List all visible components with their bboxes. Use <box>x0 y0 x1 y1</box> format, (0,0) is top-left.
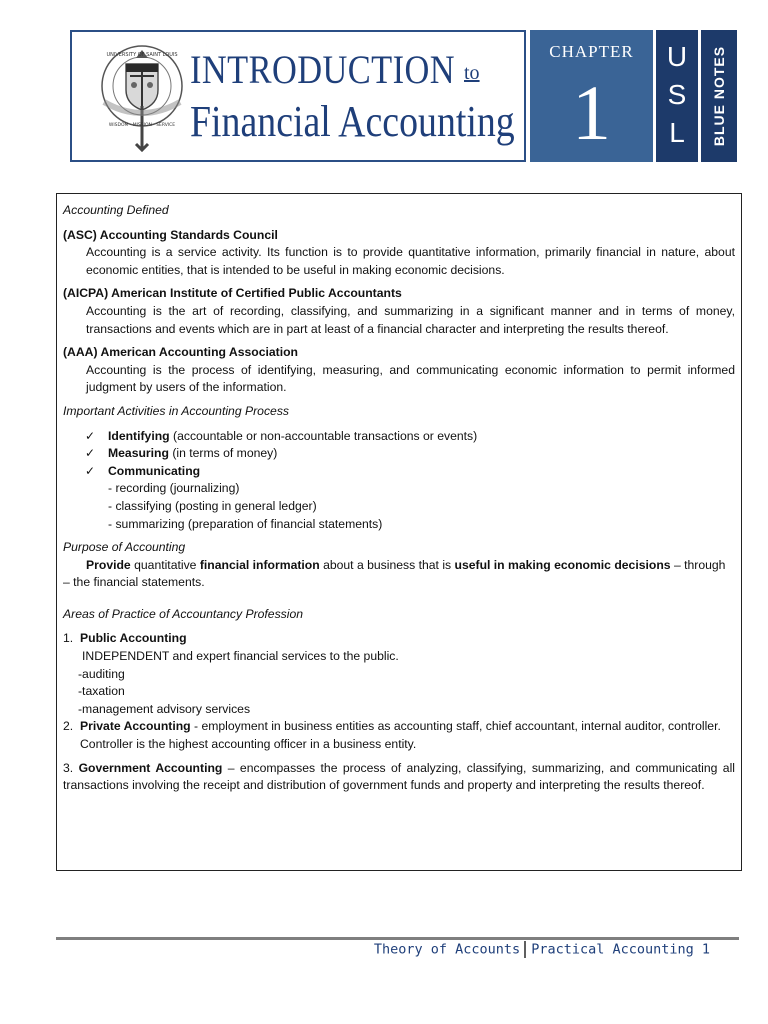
definition-text-asc: Accounting is a service activity. Its function is to provide quantitative information, primarily financial in nature, about economic entities, that is intended to be useful in making economic decisions. <box>86 245 735 277</box>
area-sub-management-advisory: -management advisory services <box>78 701 251 716</box>
purpose-bold-useful: useful in making economic decisions <box>454 557 671 572</box>
footer-theory-of-accounts: Theory of Accounts <box>373 941 521 958</box>
activities-list <box>63 428 735 481</box>
area-sub-auditing: -auditing <box>78 666 125 681</box>
svg-text:WISDOM · MISSION · SERVICE: WISDOM · MISSION · SERVICE <box>108 123 176 128</box>
blue-notes-label: BLUE NOTES <box>711 45 727 147</box>
footer-separator <box>524 941 526 958</box>
activity-communicating <box>85 463 735 481</box>
activity-name: Communicating <box>108 463 201 478</box>
university-seal-logo <box>96 40 188 152</box>
communicating-sub-list <box>63 480 735 533</box>
area-public-accounting <box>63 630 735 718</box>
activity-identifying <box>85 428 735 446</box>
activity-name: Measuring <box>108 446 169 461</box>
activity-measuring <box>85 445 735 463</box>
list-number: 3. <box>63 760 74 775</box>
purpose-text-line2: – the financial statements. <box>63 575 205 590</box>
sub-item-summarizing: - summarizing (preparation of financial statements) <box>108 516 383 531</box>
usl-letter-l: L <box>669 117 685 148</box>
activity-name: Identifying <box>108 428 170 443</box>
section-heading-areas: Areas of Practice of Accountancy Profession <box>63 606 304 621</box>
checkmark-icon: ✓ <box>85 446 96 461</box>
area-private-line <box>80 718 735 736</box>
purpose-text <box>63 557 735 592</box>
checkmark-icon: ✓ <box>85 463 96 478</box>
definition-text-aicpa: Accounting is the art of recording, classifying, and summarizing in a significant manner and in terms of money, transactions and events which are in part at least of a financial character and interpreting the results thereof. <box>86 303 735 336</box>
footer-practical-accounting: Practical Accounting 1 <box>531 941 710 958</box>
purpose-bold-provide: Provide <box>86 557 131 572</box>
activity-detail: (accountable or non-accountable transactions or events) <box>169 428 478 443</box>
definition-text-aaa: Accounting is the process of identifying, measuring, and communicating economic information to permit informed judgment by users of the information. <box>86 362 735 395</box>
title-to: to <box>464 62 480 84</box>
chapter-badge <box>530 30 653 162</box>
definition-title-aaa: (AAA) American Accounting Association <box>63 345 298 360</box>
title-banner <box>70 30 526 162</box>
areas-list <box>63 630 735 753</box>
purpose-text-part: – through <box>670 557 726 572</box>
chapter-number: 1 <box>572 69 611 156</box>
area-note: Controller is the highest accounting officer in a business entity. <box>80 737 417 752</box>
purpose-bold-financial-information: financial information <box>199 557 320 572</box>
purpose-text-part: about a business that is <box>319 557 455 572</box>
area-government-accounting <box>63 760 735 795</box>
section-heading-purpose: Purpose of Accounting <box>63 540 186 555</box>
area-description: – encompasses the process of analyzing, classifying, summarizing, and communicating all transactions involving the receipt and distribution of government funds and property and interpreting the results thereof. <box>63 760 735 793</box>
area-title: Public Accounting <box>80 631 187 646</box>
definition-title-aicpa: (AICPA) American Institute of Certified Public Accountants <box>63 286 402 301</box>
footer-rule <box>56 937 739 940</box>
purpose-text-part: quantitative <box>130 557 200 572</box>
title-introduction: INTRODUCTION <box>190 47 456 92</box>
area-private-accounting <box>63 718 735 753</box>
area-title: Private Accounting <box>80 719 191 734</box>
usl-badge <box>656 30 698 162</box>
section-heading-activities: Important Activities in Accounting Process <box>63 403 290 418</box>
usl-letter-s: S <box>667 79 687 110</box>
list-number: 2. <box>63 719 74 734</box>
definition-title-asc: (ASC) Accounting Standards Council <box>63 227 278 242</box>
area-title: Government Accounting <box>78 760 223 775</box>
footer <box>374 941 710 958</box>
svg-text:UNIVERSITY OF SAINT LOUIS: UNIVERSITY OF SAINT LOUIS <box>106 52 178 58</box>
list-number: 1. <box>63 631 74 646</box>
chapter-label: CHAPTER <box>549 42 634 61</box>
section-heading-accounting-defined: Accounting Defined <box>63 203 169 217</box>
sub-item-recording: - recording (journalizing) <box>108 481 240 496</box>
sub-item-classifying: - classifying (posting in general ledger) <box>108 498 317 513</box>
area-description: - employment in business entities as accounting staff, chief accountant, internal auditor, controller. <box>190 719 721 734</box>
usl-letter-u: U <box>666 41 688 72</box>
area-sub-taxation: -taxation <box>78 684 125 699</box>
area-description: INDEPENDENT and expert financial services to the public. <box>82 649 399 664</box>
activity-detail: (in terms of money) <box>168 446 278 461</box>
notes-content-box <box>56 193 742 871</box>
blue-notes-badge <box>701 30 737 162</box>
title-financial-accounting: Financial Accounting <box>190 97 515 146</box>
checkmark-icon: ✓ <box>85 428 96 443</box>
